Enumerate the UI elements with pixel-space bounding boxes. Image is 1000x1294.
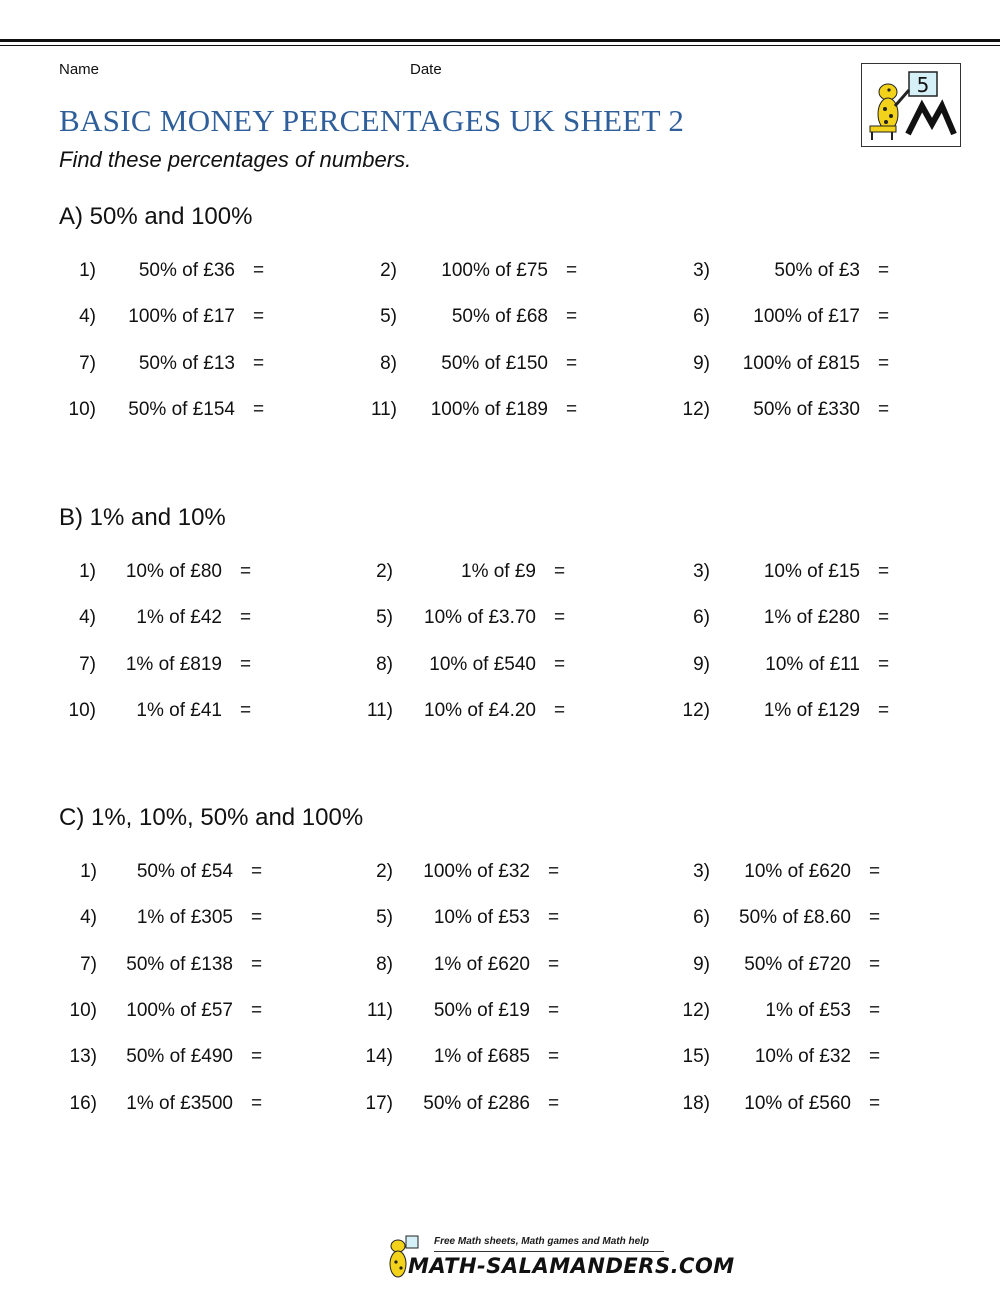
problem-question: 50% of £8.60	[739, 907, 851, 928]
problem-question: 100% of £815	[742, 353, 860, 374]
problem-number: 15)	[682, 1046, 710, 1067]
equals-sign: =	[869, 907, 881, 928]
problem-number: 1)	[79, 561, 96, 582]
equals-sign: =	[878, 654, 890, 675]
equals-sign: =	[251, 1046, 263, 1067]
problem-question: 50% of £150	[441, 353, 548, 374]
problem-question: 50% of £720	[744, 954, 851, 975]
problem-question: 100% of £17	[128, 306, 235, 327]
equals-sign: =	[878, 260, 890, 281]
equals-sign: =	[253, 260, 265, 281]
equals-sign: =	[566, 353, 578, 374]
problem-item	[0, 857, 1000, 887]
equals-sign: =	[878, 700, 890, 721]
problem-question: 10% of £11	[765, 654, 860, 675]
problem-number: 5)	[380, 306, 397, 327]
problem-question: 50% of £36	[138, 260, 235, 281]
equals-sign: =	[251, 954, 263, 975]
problem-number: 12)	[682, 700, 710, 721]
problem-number: 10)	[69, 1000, 97, 1021]
equals-sign: =	[878, 561, 890, 582]
equals-sign: =	[878, 607, 890, 628]
problem-question: 1% of £129	[763, 700, 860, 721]
problem-item	[0, 603, 1000, 633]
equals-sign: =	[869, 954, 881, 975]
problem-number: 8)	[376, 954, 393, 975]
problem-number: 7)	[79, 654, 96, 675]
problem-number: 6)	[693, 607, 710, 628]
problem-question: 50% of £286	[423, 1093, 530, 1114]
problem-number: 8)	[376, 654, 393, 675]
date-label: Date	[410, 61, 442, 78]
problem-number: 3)	[693, 561, 710, 582]
problem-number: 1)	[79, 260, 96, 281]
problem-question: 50% of £154	[128, 399, 235, 420]
problem-question: 100% of £75	[441, 260, 548, 281]
problem-number: 12)	[682, 1000, 710, 1021]
equals-sign: =	[548, 954, 560, 975]
footer-underline	[434, 1251, 664, 1252]
problem-question: 10% of £32	[754, 1046, 851, 1067]
equals-sign: =	[869, 1000, 881, 1021]
equals-sign: =	[548, 1000, 560, 1021]
page-title: BASIC MONEY PERCENTAGES UK SHEET 2	[59, 103, 685, 138]
instructions: Find these percentages of numbers.	[59, 147, 412, 172]
problem-number: 7)	[79, 353, 96, 374]
problem-number: 8)	[380, 353, 397, 374]
equals-sign: =	[554, 607, 566, 628]
problem-question: 10% of £540	[429, 654, 536, 675]
problem-number: 9)	[693, 654, 710, 675]
problem-number: 6)	[693, 306, 710, 327]
problem-number: 10)	[68, 399, 96, 420]
salamander-logo	[861, 63, 961, 147]
equals-sign: =	[548, 861, 560, 882]
problem-question: 100% of £17	[753, 306, 860, 327]
problem-question: 50% of £330	[753, 399, 860, 420]
equals-sign: =	[253, 353, 265, 374]
problem-question: 10% of £80	[125, 561, 222, 582]
problem-question: 1% of £9	[461, 561, 536, 582]
problem-question: 50% of £19	[433, 1000, 530, 1021]
equals-sign: =	[554, 700, 566, 721]
equals-sign: =	[878, 399, 890, 420]
problem-item	[0, 903, 1000, 933]
problem-item	[0, 256, 1000, 286]
problem-question: 10% of £4.20	[424, 700, 536, 721]
equals-sign: =	[554, 654, 566, 675]
problem-question: 10% of £560	[744, 1093, 851, 1114]
equals-sign: =	[566, 399, 578, 420]
equals-sign: =	[548, 1046, 560, 1067]
problem-number: 5)	[376, 607, 393, 628]
problem-question: 50% of £13	[138, 353, 235, 374]
problem-question: 50% of £138	[126, 954, 233, 975]
equals-sign: =	[869, 861, 881, 882]
problem-question: 50% of £490	[126, 1046, 233, 1067]
problem-number: 17)	[365, 1093, 393, 1114]
problem-number: 2)	[376, 561, 393, 582]
problem-question: 1% of £41	[136, 700, 222, 721]
problem-question: 10% of £15	[763, 561, 860, 582]
section-title: C) 1%, 10%, 50% and 100%	[59, 804, 364, 831]
equals-sign: =	[554, 561, 566, 582]
equals-sign: =	[240, 700, 252, 721]
problem-question: 1% of £819	[125, 654, 222, 675]
problem-question: 1% of £620	[433, 954, 530, 975]
problem-question: 10% of £53	[433, 907, 530, 928]
problem-number: 13)	[69, 1046, 97, 1067]
problem-number: 3)	[693, 260, 710, 281]
problem-number: 9)	[693, 353, 710, 374]
problem-number: 11)	[366, 1000, 393, 1021]
problem-number: 4)	[79, 607, 96, 628]
equals-sign: =	[240, 561, 252, 582]
problem-question: 50% of £68	[451, 306, 548, 327]
problem-item	[0, 650, 1000, 680]
problem-question: 10% of £620	[744, 861, 851, 882]
equals-sign: =	[869, 1046, 881, 1067]
salamander-grade-icon	[862, 64, 960, 146]
section-title: B) 1% and 10%	[59, 504, 226, 531]
problem-question: 1% of £53	[765, 1000, 851, 1021]
equals-sign: =	[548, 1093, 560, 1114]
section-title: A) 50% and 100%	[59, 203, 253, 230]
equals-sign: =	[251, 1000, 263, 1021]
problem-number: 5)	[376, 907, 393, 928]
problem-number: 2)	[380, 260, 397, 281]
problem-number: 3)	[693, 861, 710, 882]
equals-sign: =	[566, 306, 578, 327]
problem-question: 100% of £189	[430, 399, 548, 420]
problem-question: 1% of £685	[433, 1046, 530, 1067]
problem-number: 16)	[69, 1093, 97, 1114]
problem-number: 10)	[68, 700, 96, 721]
problem-item	[0, 395, 1000, 425]
problem-number: 11)	[370, 399, 397, 420]
problem-item	[0, 696, 1000, 726]
problem-question: 1% of £3500	[126, 1093, 233, 1114]
equals-sign: =	[253, 399, 265, 420]
top-rule-thick	[0, 39, 1000, 42]
problem-item	[0, 996, 1000, 1026]
problem-item	[0, 1042, 1000, 1072]
problem-question: 1% of £280	[763, 607, 860, 628]
equals-sign: =	[548, 907, 560, 928]
equals-sign: =	[253, 306, 265, 327]
problem-number: 4)	[80, 907, 97, 928]
problem-number: 14)	[365, 1046, 393, 1067]
equals-sign: =	[240, 654, 252, 675]
problem-number: 18)	[682, 1093, 710, 1114]
equals-sign: =	[878, 306, 890, 327]
problem-number: 2)	[376, 861, 393, 882]
top-rule-thin	[0, 45, 1000, 46]
logo-grade-text: 5	[916, 73, 930, 97]
equals-sign: =	[251, 861, 263, 882]
problem-item	[0, 950, 1000, 980]
problem-question: 100% of £32	[423, 861, 530, 882]
problem-item	[0, 349, 1000, 379]
equals-sign: =	[878, 353, 890, 374]
problem-number: 4)	[79, 306, 96, 327]
equals-sign: =	[251, 1093, 263, 1114]
equals-sign: =	[869, 1093, 881, 1114]
problem-question: 100% of £57	[126, 1000, 233, 1021]
problem-question: 1% of £42	[136, 607, 222, 628]
name-label: Name	[59, 61, 100, 78]
problem-question: 50% of £54	[136, 861, 233, 882]
problem-question: 1% of £305	[136, 907, 233, 928]
problem-number: 11)	[366, 700, 393, 721]
problem-number: 7)	[80, 954, 97, 975]
problem-item	[0, 1089, 1000, 1119]
problem-question: 50% of £3	[774, 260, 860, 281]
problem-number: 6)	[693, 907, 710, 928]
problem-item	[0, 302, 1000, 332]
footer-site-name: MATH-SALAMANDERS.COM	[408, 1254, 735, 1278]
problem-number: 12)	[682, 399, 710, 420]
problem-item	[0, 557, 1000, 587]
equals-sign: =	[566, 260, 578, 281]
footer-logo	[380, 1232, 735, 1284]
problem-number: 1)	[80, 861, 97, 882]
problem-question: 10% of £3.70	[424, 607, 536, 628]
equals-sign: =	[240, 607, 252, 628]
equals-sign: =	[251, 907, 263, 928]
footer-tagline: Free Math sheets, Math games and Math help	[434, 1236, 650, 1247]
problem-number: 9)	[693, 954, 710, 975]
